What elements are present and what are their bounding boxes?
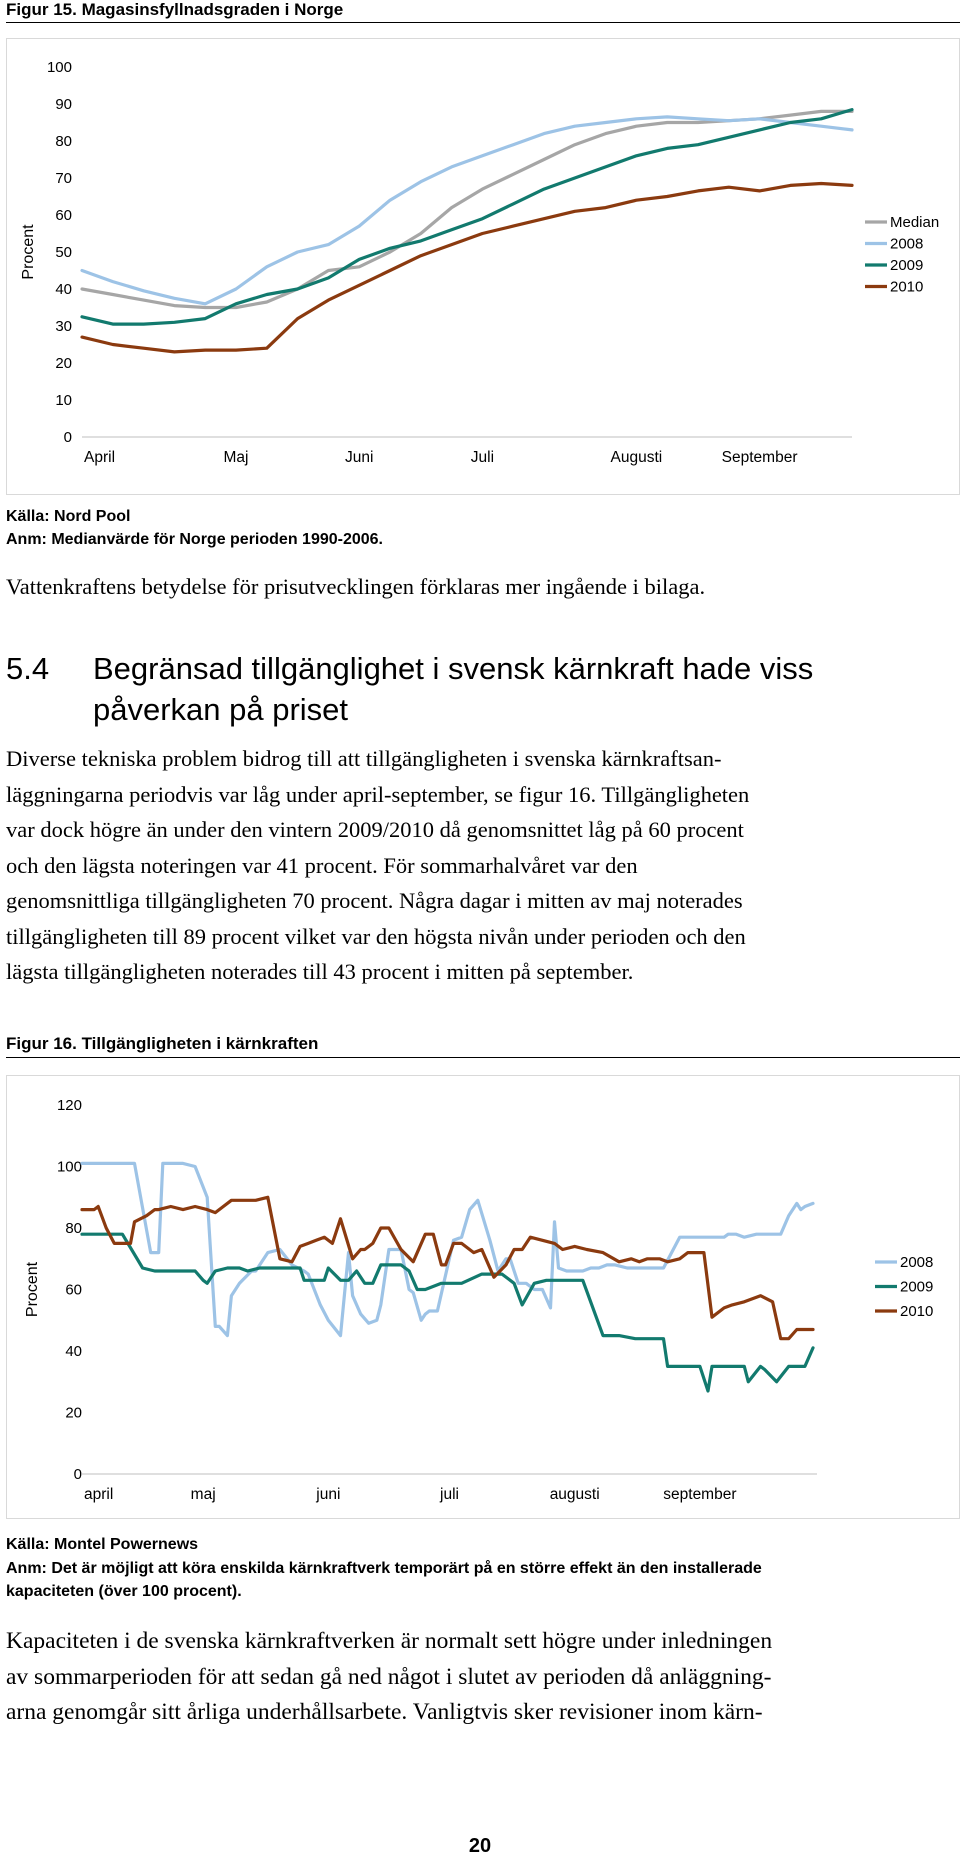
figure-15-note: Anm: Medianvärde för Norge perioden 1990-2006.: [6, 531, 383, 548]
fig15-y-tick-label: 10: [55, 392, 72, 409]
figure-16-title: Figur 16. Tillgängligheten i kärnkraften: [6, 1034, 319, 1053]
paragraph-line: läggningarna periodvis var låg under april-september, se figur 16. Tillgängligheten: [6, 781, 750, 807]
fig15-x-tick-label: April: [84, 449, 116, 466]
fig16-x-tick-label: maj: [190, 1486, 216, 1503]
fig16-y-tick-label: 40: [65, 1343, 82, 1360]
fig16-legend-label: 2010: [900, 1303, 934, 1320]
figure-16-rule: [6, 1057, 960, 1058]
fig15-y-tick-label: 40: [55, 281, 72, 298]
fig15-y-tick-label: 100: [46, 59, 72, 76]
figure-15-rule: [6, 22, 960, 23]
fig16-legend-label: 2009: [900, 1278, 934, 1296]
paragraph-availability: [6, 741, 956, 990]
fig15-series-line-median: [82, 111, 852, 307]
fig15-y-tick-label: 80: [55, 133, 72, 150]
fig16-series-line-2008: [82, 1163, 813, 1335]
figure-16-chart: [6, 1075, 960, 1519]
paragraph-line: tillgängligheten till 89 procent vilket var den högsta nivån under perioden och den: [6, 923, 746, 949]
fig15-y-tick-label: 90: [55, 96, 72, 113]
fig16-y-axis-label: Procent: [24, 1261, 41, 1318]
figure-16-note-2: kapaciteten (över 100 procent).: [6, 1583, 242, 1600]
figure-16-note-1: Anm: Det är möjligt att köra enskilda kärnkraftverk temporärt på en större effekt än den installerade: [6, 1560, 762, 1577]
fig15-y-tick-label: 60: [55, 207, 72, 224]
fig16-y-tick-label: 80: [65, 1220, 82, 1237]
figure-16-chart-svg: [7, 1076, 959, 1518]
figure-16-source: Källa: Montel Powernews: [6, 1536, 199, 1553]
figure-15-source: Källa: Nord Pool: [6, 508, 131, 525]
fig16-x-tick-label: april: [84, 1486, 114, 1503]
paragraph-line: Diverse tekniska problem bidrog till att tillgängligheten i svenska kärnkraftsan-: [6, 746, 722, 771]
fig15-series-line-2010: [82, 184, 852, 352]
paragraph-line: arna genomgår sitt årliga underhållsarbete. Vanligtvis sker revisioner inom kärn-: [6, 1699, 763, 1725]
fig15-x-tick-label: Maj: [223, 449, 249, 466]
fig15-legend-label: 2009: [890, 257, 924, 274]
fig15-y-tick-label: 0: [63, 429, 72, 446]
fig16-y-tick-label: 60: [65, 1281, 82, 1299]
fig15-legend-label: Median: [890, 214, 940, 231]
section-title-line-1: Begränsad tillgänglighet i svensk kärnkraft hade viss: [93, 651, 814, 686]
page-number: 20: [468, 1835, 492, 1857]
paragraph-line: var dock högre än under den vintern 2009/2010 då genomsnittet låg på 60 procent: [6, 817, 744, 842]
fig15-x-tick-label: Juni: [344, 449, 374, 466]
fig16-y-tick-label: 120: [56, 1097, 82, 1114]
fig15-y-tick-label: 70: [55, 170, 72, 187]
fig15-legend-label: 2008: [890, 235, 924, 253]
paragraph-line: av sommarperioden för att sedan gå ned något i slutet av perioden då anläggning-: [6, 1663, 772, 1690]
fig16-x-tick-label: juli: [440, 1486, 459, 1503]
fig15-x-tick-label: Augusti: [610, 449, 663, 466]
fig15-y-axis-label: Procent: [20, 224, 37, 280]
paragraph-line: och den lägsta noteringen var 41 procent. För sommarhalvåret var den: [6, 852, 638, 878]
fig15-series-line-2009: [82, 110, 852, 325]
fig16-x-tick-label: juni: [316, 1486, 341, 1503]
paragraph-line: genomsnittliga tillgängligheten 70 procent. Några dagar i mitten av maj noterades: [6, 888, 743, 913]
figure-15-chart: [6, 38, 960, 495]
fig15-y-tick-label: 20: [55, 355, 72, 372]
fig15-x-tick-label: Juli: [470, 449, 495, 466]
fig16-y-tick-label: 20: [65, 1404, 82, 1422]
fig16-y-tick-label: 100: [56, 1158, 82, 1176]
section-title-line-2: påverkan på priset: [93, 692, 349, 727]
section-number: 5.4: [6, 651, 50, 686]
fig16-y-tick-label: 0: [73, 1466, 82, 1483]
figure-15-title: Figur 15. Magasinsfyllnadsgraden i Norge: [6, 0, 344, 19]
fig15-x-tick-label: September: [721, 449, 798, 466]
fig15-y-tick-label: 30: [55, 318, 72, 335]
paragraph-capacity: [6, 1624, 956, 1731]
paragraph-line: lägsta tillgängligheten noterades till 43 procent i mitten på september.: [6, 959, 634, 984]
figure-15-chart-svg: [7, 39, 959, 494]
fig16-x-tick-label: augusti: [549, 1486, 600, 1503]
fig15-y-tick-label: 50: [55, 244, 72, 261]
section-heading: [6, 648, 813, 730]
paragraph-line: Kapaciteten i de svenska kärnkraftverken är normalt sett högre under inledningen: [6, 1628, 773, 1654]
fig16-x-tick-label: september: [663, 1486, 737, 1503]
paragraph-hydro: Vattenkraftens betydelse för prisutvecklingen förklaras mer ingående i bilaga.: [6, 574, 706, 599]
fig15-series-line-2008: [82, 117, 852, 304]
fig15-legend-label: 2010: [890, 278, 924, 296]
fig16-legend-label: 2008: [900, 1254, 934, 1271]
